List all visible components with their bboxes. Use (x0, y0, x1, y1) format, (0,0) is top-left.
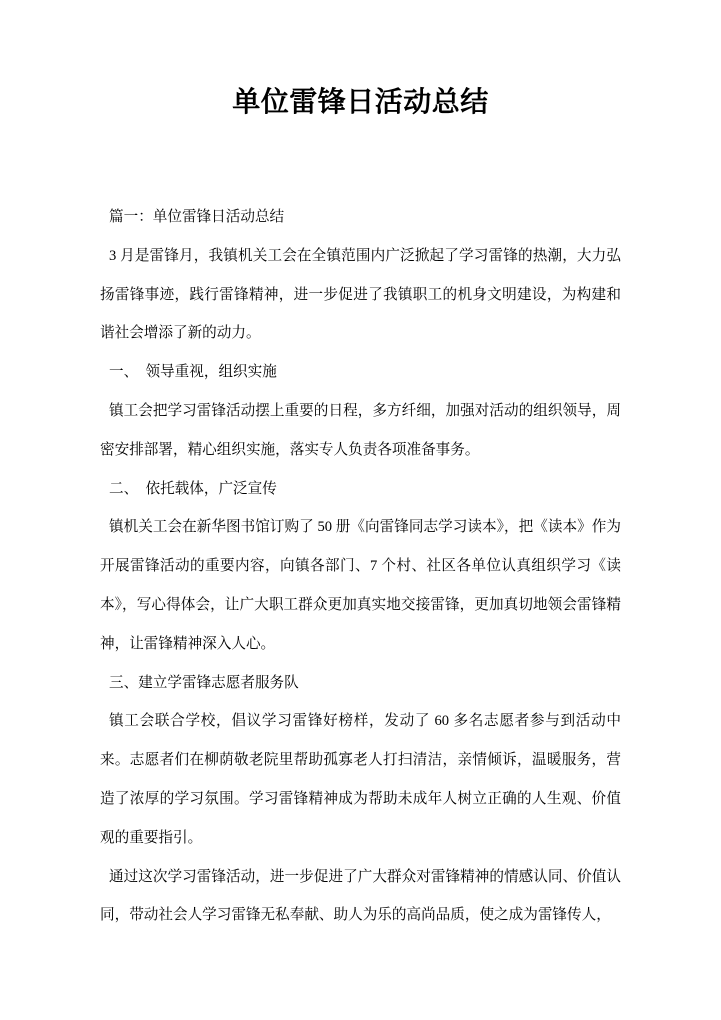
paragraph-section-2: 镇机关工会在新华图书馆订购了 50 册《向雷锋同志学习读本》，把《读本》作为开展雷锋活动的重要内容，向镇各部门、7 个村、社区各单位认真组织学习《读本》，写心得体会，让广大职工群众更加真实地交接雷锋，更加真切地领会雷锋精神，让雷锋精神深入人心。 (100, 519, 621, 652)
document-title: 单位雷锋日活动总结 (232, 87, 489, 118)
paragraph-conclusion: 通过这次学习雷锋活动，进一步促进了广大群众对雷锋精神的情感认同、价值认同，带动社会人学习雷锋无私奉献、助人为乐的高尚品质，使之成为雷锋传人， (100, 868, 621, 924)
section-heading-1: 一、 领导重视，组织实施 (109, 364, 277, 381)
section-heading-2: 二、 依托载体，广泛宣传 (109, 480, 277, 497)
document-body (0, 198, 721, 935)
subtitle-line: 篇一：单位雷锋日活动总结 (109, 209, 285, 225)
paragraph-section-3: 镇工会联合学校，倡议学习雷锋好榜样，发动了 60 多名志愿者参与到活动中来。志愿者们在柳荫敬老院里帮助孤寡老人打扫清洁，亲情倾诉，温暖服务，营造了浓厚的学习氛围。学习雷锋精神成为帮助未成年人树立正确的人生观、价值观的重要指引。 (100, 713, 621, 846)
section-heading-3: 三、建立学雷锋志愿者服务队 (109, 674, 299, 691)
paragraph-intro: 3 月是雷锋月，我镇机关工会在全镇范围内广泛掀起了学习雷锋的热潮，大力弘扬雷锋事迹，践行雷锋精神，进一步促进了我镇职工的机身文明建设，为构建和谐社会增添了新的动力。 (100, 247, 621, 342)
paragraph-section-1: 镇工会把学习雷锋活动摆上重要的日程，多方纤细，加强对活动的组织领导，周密安排部署，精心组织实施，落实专人负责各项准备事务。 (100, 402, 621, 458)
